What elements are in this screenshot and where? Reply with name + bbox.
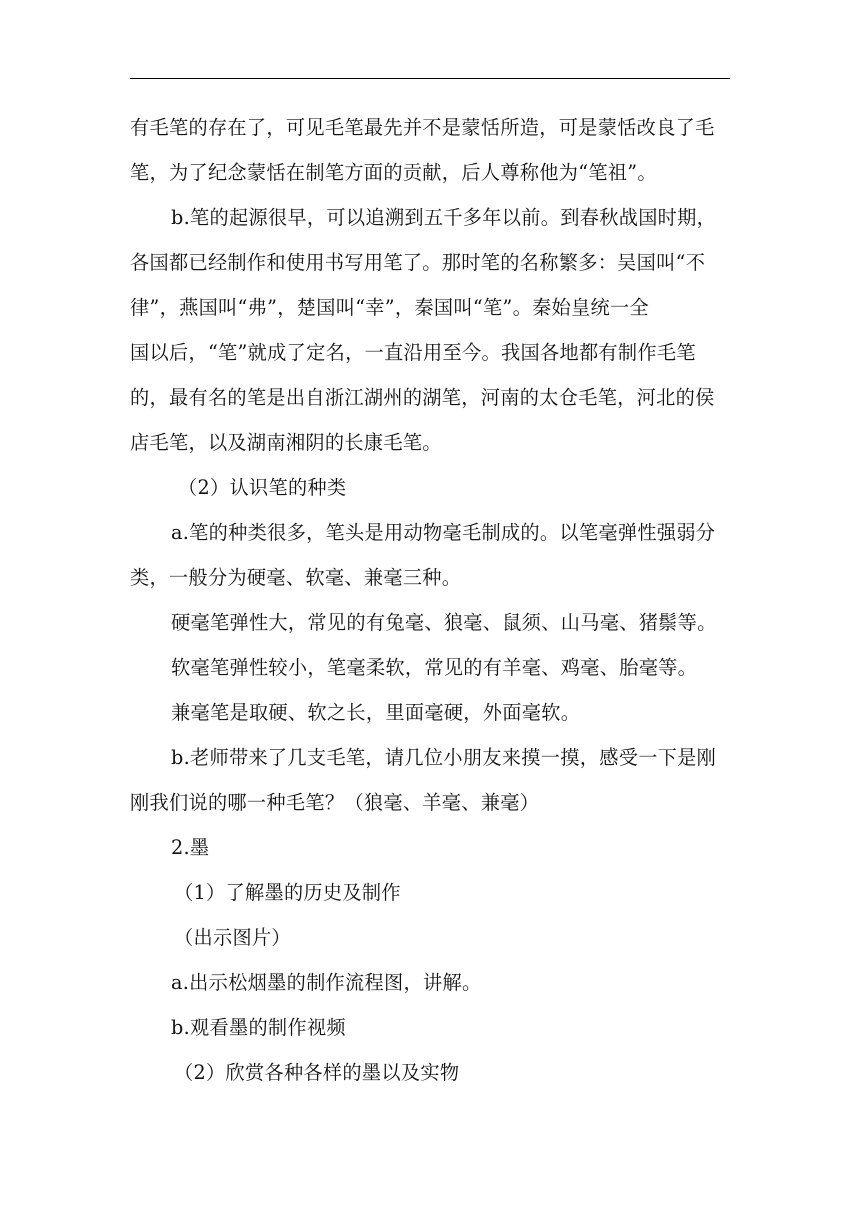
header-rule xyxy=(130,78,730,79)
text-line: a.出示松烟墨的制作流程图，讲解。 xyxy=(171,971,482,994)
text-line: 国以后，“笔”就成了定名，一直沿用至今。我国各地都有制作毛笔 xyxy=(130,341,696,364)
text-line: 各国都已经制作和使用书写用笔了。那时笔的名称繁多：吴国叫“不 xyxy=(130,251,706,274)
section-heading: （1）了解墨的历史及制作 xyxy=(174,881,401,904)
text-line: 律”，燕国叫“弗”，楚国叫“幸”，秦国叫“笔”。秦始皇统一全 xyxy=(130,296,649,319)
document-body xyxy=(130,108,730,1098)
text-line: b.笔的起源很早，可以追溯到五千多年以前。到春秋战国时期， xyxy=(171,206,717,229)
text-line: 的，最有名的笔是出自浙江湖州的湖笔，河南的太仓毛笔，河北的侯 xyxy=(130,386,715,409)
text-line: 刚我们说的哪一种毛笔？（狼毫、羊毫、兼毫） xyxy=(130,791,540,814)
text-line: 软毫笔弹性较小，笔毫柔软，常见的有羊毫、鸡毫、胎毫等。 xyxy=(171,656,698,679)
section-heading: （2）欣赏各种各样的墨以及实物 xyxy=(174,1061,460,1084)
text-line: b.老师带来了几支毛笔，请几位小朋友来摸一摸，感受一下是刚 xyxy=(171,746,717,769)
section-heading: （2）认识笔的种类 xyxy=(178,476,347,499)
text-line: （出示图片） xyxy=(174,926,291,949)
text-line: 有毛笔的存在了，可见毛笔最先并不是蒙恬所造，可是蒙恬改良了毛 xyxy=(130,116,715,139)
text-line: 笔，为了纪念蒙恬在制笔方面的贡献，后人尊称他为“笔祖”。 xyxy=(130,161,657,184)
text-line: 类，一般分为硬毫、软毫、兼毫三种。 xyxy=(130,566,462,589)
text-line: 兼毫笔是取硬、软之长，里面毫硬，外面毫软。 xyxy=(171,701,581,724)
text-line: b.观看墨的制作视频 xyxy=(171,1016,346,1039)
text-line: 硬毫笔弹性大，常见的有兔毫、狼毫、鼠须、山马毫、猪鬃等。 xyxy=(171,611,717,634)
text-line: a.笔的种类很多，笔头是用动物毫毛制成的。以笔毫弹性强弱分 xyxy=(171,521,716,544)
text-line: 店毛笔，以及湖南湘阴的长康毛笔。 xyxy=(130,431,442,454)
section-heading: 2.墨 xyxy=(171,836,210,859)
